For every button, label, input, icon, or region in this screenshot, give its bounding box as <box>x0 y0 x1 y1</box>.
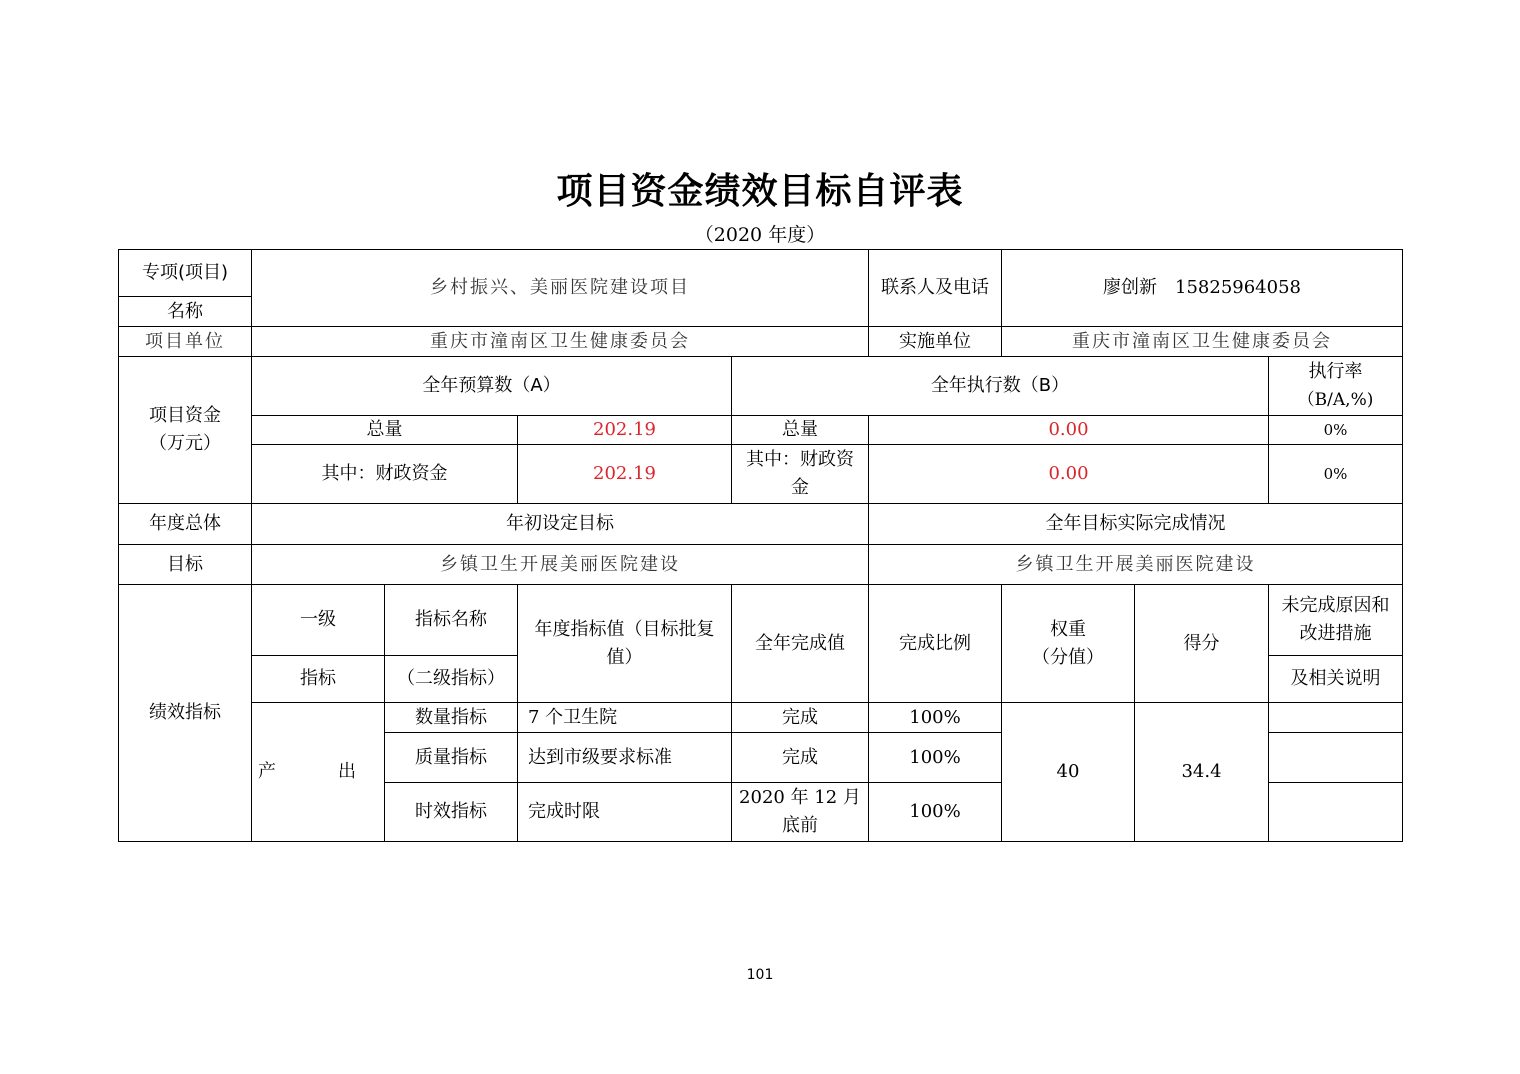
indicator-score-value: 34.4 <box>1135 703 1269 842</box>
weight-header: 权重 （分值） <box>1002 585 1135 703</box>
fiscal-rate-value: 0% <box>1269 445 1403 504</box>
fiscal-label: 其中：财政资金 <box>252 445 518 504</box>
fiscal-exec-value: 0.00 <box>869 445 1269 504</box>
project-name-label: 专项(项目) <box>119 250 252 297</box>
total-label: 总量 <box>252 416 518 445</box>
total-exec-value: 0.00 <box>869 416 1269 445</box>
page-number: 101 <box>746 967 774 983</box>
indicators-section-label: 绩效指标 <box>119 585 252 842</box>
fiscal-exec-label: 其中：财政资 金 <box>732 445 869 504</box>
goals-label-cont: 目标 <box>119 545 252 585</box>
indicator-row-ratio: 100% <box>869 703 1002 733</box>
actual-goal-value: 乡镇卫生开展美丽医院建设 <box>869 545 1403 585</box>
budget-header: 全年预算数（A） <box>252 357 732 416</box>
indicator-row-reason <box>1269 783 1403 842</box>
form-title: 项目资金绩效目标自评表 <box>556 170 964 212</box>
project-unit-label: 项目单位 <box>119 327 252 357</box>
target-header: 年度指标值（目标批复值） <box>518 585 732 703</box>
initial-goal-value: 乡镇卫生开展美丽医院建设 <box>252 545 869 585</box>
evaluation-table <box>118 249 1403 842</box>
indicator-row-reason <box>1269 733 1403 783</box>
ratio-header: 完成比例 <box>869 585 1002 703</box>
impl-unit-label: 实施单位 <box>869 327 1002 357</box>
actual-goal-header: 全年目标实际完成情况 <box>869 504 1403 545</box>
indicator-row-name: 时效指标 <box>385 783 518 842</box>
indicator-row-name: 数量指标 <box>385 703 518 733</box>
contact-label: 联系人及电话 <box>869 250 1002 327</box>
actual-header: 全年完成值 <box>732 585 869 703</box>
exec-header: 全年执行数（B） <box>732 357 1269 416</box>
indicator-row-actual: 2020 年 12 月 底前 <box>732 783 869 842</box>
reason-header: 未完成原因和 改进措施 <box>1269 585 1403 656</box>
indicator-row-actual: 完成 <box>732 733 869 783</box>
indicator-row-reason <box>1269 703 1403 733</box>
reason-header-cont: 及相关说明 <box>1269 656 1403 703</box>
total-exec-label: 总量 <box>732 416 869 445</box>
funds-label: 项目资金 （万元） <box>119 357 252 504</box>
indicator-row-name: 质量指标 <box>385 733 518 783</box>
indicator-row-target: 达到市级要求标准 <box>518 733 732 783</box>
project-name-value: 乡村振兴、美丽医院建设项目 <box>252 250 869 327</box>
rate-header: 执行率 （B/A,%) <box>1269 357 1403 416</box>
project-name-label-cont: 名称 <box>119 297 252 327</box>
total-rate-value: 0% <box>1269 416 1403 445</box>
indicator-weight-value: 40 <box>1002 703 1135 842</box>
total-budget-value: 202.19 <box>518 416 732 445</box>
indicator-row-ratio: 100% <box>869 783 1002 842</box>
impl-unit-value: 重庆市潼南区卫生健康委员会 <box>1002 327 1403 357</box>
indicator-row-actual: 完成 <box>732 703 869 733</box>
score-header: 得分 <box>1135 585 1269 703</box>
fiscal-budget-value: 202.19 <box>518 445 732 504</box>
level1-header: 一级 <box>252 585 385 656</box>
output-category: 产 出 <box>252 703 385 842</box>
form-year: （2020 年度） <box>694 224 826 246</box>
indicator-name-header-cont: （二级指标） <box>385 656 518 703</box>
initial-goal-header: 年初设定目标 <box>252 504 869 545</box>
project-unit-value: 重庆市潼南区卫生健康委员会 <box>252 327 869 357</box>
indicator-row-target: 完成时限 <box>518 783 732 842</box>
indicator-row-target: 7 个卫生院 <box>518 703 732 733</box>
level1-header-cont: 指标 <box>252 656 385 703</box>
indicator-name-header: 指标名称 <box>385 585 518 656</box>
contact-value: 廖创新 15825964058 <box>1002 250 1403 327</box>
indicator-row-ratio: 100% <box>869 733 1002 783</box>
goals-label: 年度总体 <box>119 504 252 545</box>
